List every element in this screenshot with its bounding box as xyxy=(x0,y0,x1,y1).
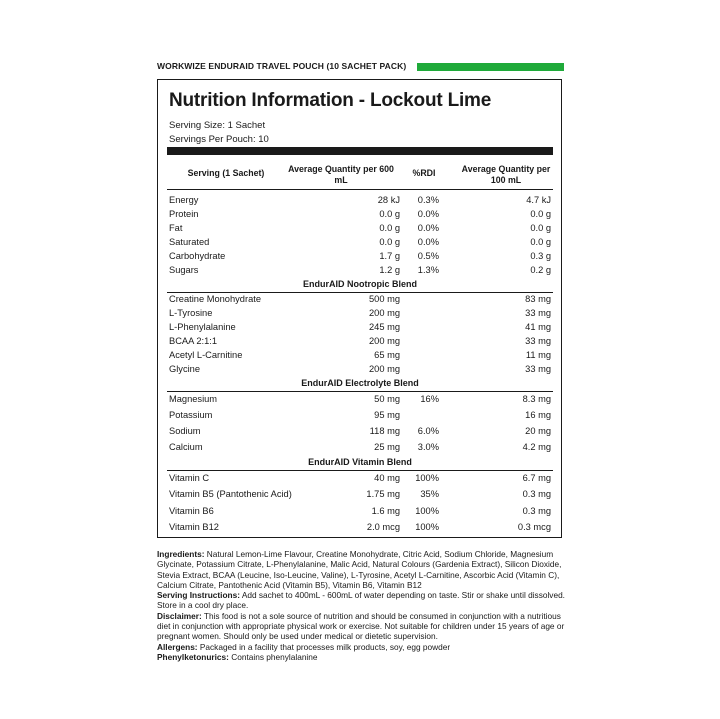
table-row xyxy=(169,265,551,279)
rdi-percent: 35% xyxy=(420,489,439,500)
section-title: EndurAID Vitamin Blend xyxy=(308,457,412,467)
ingredients-text xyxy=(157,549,567,590)
divider xyxy=(167,292,553,293)
rdi-percent: 3.0% xyxy=(417,442,439,452)
table-row xyxy=(169,251,551,265)
quantity-100ml: 20 mg xyxy=(525,426,551,436)
ingredients-value: Natural Lemon-Lime Flavour, Creatine Monohydrate, Citric Acid, Sodium Chloride, Magnesium Glycinate, Potassium Citrate, L-Phenylalanine, Malic Acid, Natural Colours (Gardenia Extract), Silicon Dioxide, Stevia Extract, BCAA (Leucine, Iso-Leucine, Valine), L-Tyrosine, Acetyl L-Carnitine, Ascorbic Acid (Vitamin C), Calcium Citrate, Pantothenic Acid (Vitamin B5), Vitamin B6, Vitamin B12 xyxy=(157,549,562,590)
accent-bar xyxy=(417,63,564,71)
quantity-100ml: 41 mg xyxy=(525,322,551,332)
phenylketonurics-label: Phenylketonurics: xyxy=(157,651,229,662)
divider xyxy=(167,189,553,190)
table-row xyxy=(169,223,551,237)
quantity-600ml: 200 mg xyxy=(368,336,400,346)
nutrient-name: L-Phenylalanine xyxy=(169,322,236,332)
quantity-100ml: 11 mg xyxy=(525,350,551,360)
nutrient-name: Sodium xyxy=(169,426,201,436)
divider xyxy=(167,391,553,392)
table-row xyxy=(169,350,551,364)
nutrient-name: Sugars xyxy=(169,265,199,275)
quantity-100ml: 16 mg xyxy=(525,410,551,420)
quantity-600ml: 0.0 g xyxy=(379,237,400,247)
rdi-percent: 1.3% xyxy=(417,265,439,275)
quantity-100ml: 0.0 g xyxy=(530,209,551,219)
rdi-percent: 100% xyxy=(415,521,439,532)
table-row xyxy=(169,410,551,424)
table-row xyxy=(169,442,551,456)
servings-per-pouch: Servings Per Pouch: 10 xyxy=(169,134,269,145)
quantity-600ml: 118 mg xyxy=(369,426,400,436)
table-row xyxy=(169,473,551,487)
table-row xyxy=(169,364,551,378)
nutrient-name: Energy xyxy=(169,195,199,205)
disclaimer-label: Disclaimer: xyxy=(157,610,202,621)
table-row xyxy=(169,237,551,251)
quantity-100ml: 0.3 mg xyxy=(522,505,551,516)
quantity-100ml: 0.3 g xyxy=(530,251,551,261)
quantity-600ml: 245 mg xyxy=(368,322,400,332)
table-row xyxy=(169,506,551,520)
section-title: EndurAID Nootropic Blend xyxy=(303,279,417,289)
nutrient-name: Creatine Monohydrate xyxy=(169,294,261,304)
serving-instructions-label: Serving Instructions: xyxy=(157,590,240,601)
header-avg-600: Average Quantity per 600 mL xyxy=(288,164,394,185)
nutrient-name: Saturated xyxy=(169,237,210,247)
nutrient-name: Vitamin B5 (Pantothenic Acid) xyxy=(169,489,292,500)
serving-instructions-value: Add sachet to 400mL - 600mL of water depending on taste. Stir or shake until dissolved. Store in a cool dry place. xyxy=(157,590,565,611)
table-row xyxy=(169,489,551,503)
quantity-600ml: 0.0 g xyxy=(379,209,400,219)
quantity-100ml: 0.3 mg xyxy=(522,489,551,500)
quantity-100ml: 0.2 g xyxy=(530,265,551,275)
rdi-percent: 0.5% xyxy=(417,251,439,261)
disclaimer-value: This food is not a sole source of nutrition and should be consumed in conjunction with a nutritious diet in conjunction with appropriate physical work or exercise. Not suitable for children under 15 years of age or pregnant women. Should only be used under medical or dietetic supervision. xyxy=(157,610,565,642)
quantity-600ml: 1.75 mg xyxy=(366,489,400,500)
rdi-percent: 6.0% xyxy=(417,426,439,436)
nutrient-name: Calcium xyxy=(169,442,203,452)
rdi-percent: 100% xyxy=(415,473,439,483)
nutrient-name: Glycine xyxy=(169,364,201,374)
serving-instructions-text xyxy=(157,590,567,611)
allergens-value: Packaged in a facility that processes milk products, soy, egg powder xyxy=(197,641,451,652)
thick-divider xyxy=(167,147,553,155)
phenylketonurics-text xyxy=(157,652,567,662)
rdi-percent: 0.3% xyxy=(417,195,439,205)
header-serving: Serving (1 Sachet) xyxy=(187,168,265,178)
nutrient-name: Protein xyxy=(169,209,199,219)
nutrient-name: Acetyl L-Carnitine xyxy=(169,350,243,360)
nutrient-name: L-Tyrosine xyxy=(169,308,213,318)
quantity-100ml: 0.0 g xyxy=(530,237,551,247)
quantity-100ml: 33 mg xyxy=(525,308,551,318)
quantity-100ml: 83 mg xyxy=(525,294,551,304)
quantity-600ml: 1.6 mg xyxy=(371,505,400,516)
table-row xyxy=(169,294,551,308)
quantity-600ml: 2.0 mcg xyxy=(366,521,400,532)
quantity-100ml: 0.0 g xyxy=(530,223,551,233)
quantity-100ml: 8.3 mg xyxy=(522,394,551,404)
table-row xyxy=(169,336,551,350)
disclaimer-text xyxy=(157,611,567,642)
quantity-600ml: 0.0 g xyxy=(379,223,400,233)
divider xyxy=(167,470,553,471)
quantity-600ml: 200 mg xyxy=(368,308,400,318)
nutrient-name: Magnesium xyxy=(169,394,218,404)
section-title: EndurAID Electrolyte Blend xyxy=(301,378,419,388)
phenylketonurics-value: Contains phenylalanine xyxy=(228,651,318,662)
quantity-600ml: 200 mg xyxy=(368,364,400,374)
quantity-100ml: 0.3 mcg xyxy=(517,521,551,532)
quantity-600ml: 65 mg xyxy=(374,350,400,360)
nutrient-name: Carbohydrate xyxy=(169,251,226,261)
nutrient-name: Potassium xyxy=(169,410,213,420)
panel-title: Nutrition Information - Lockout Lime xyxy=(169,90,492,111)
rdi-percent: 0.0% xyxy=(417,237,439,247)
quantity-600ml: 1.7 g xyxy=(379,251,400,261)
allergens-label: Allergens: xyxy=(157,641,198,652)
quantity-600ml: 95 mg xyxy=(374,410,400,420)
quantity-600ml: 50 mg xyxy=(374,394,400,404)
header-rdi: %RDI xyxy=(412,168,436,178)
nutrient-name: Vitamin B6 xyxy=(169,505,214,516)
quantity-100ml: 33 mg xyxy=(525,336,551,346)
quantity-600ml: 500 mg xyxy=(368,294,400,304)
quantity-100ml: 4.2 mg xyxy=(522,442,551,452)
nutrition-panel xyxy=(157,79,562,538)
table-row xyxy=(169,308,551,322)
table-row xyxy=(169,209,551,223)
nutrient-name: Fat xyxy=(169,223,183,233)
quantity-100ml: 4.7 kJ xyxy=(526,195,551,205)
rdi-percent: 16% xyxy=(420,394,439,404)
quantity-600ml: 28 kJ xyxy=(377,195,400,205)
table-row xyxy=(169,322,551,336)
allergens-text xyxy=(157,642,567,652)
quantity-100ml: 33 mg xyxy=(525,364,551,374)
pack-title: WORKWIZE ENDURAID TRAVEL POUCH (10 SACHET PACK) xyxy=(157,61,412,71)
label-notes xyxy=(157,549,567,662)
table-row xyxy=(169,394,551,408)
rdi-percent: 0.0% xyxy=(417,223,439,233)
ingredients-label: Ingredients: xyxy=(157,549,205,559)
serving-size: Serving Size: 1 Sachet xyxy=(169,120,266,131)
quantity-600ml: 1.2 g xyxy=(379,265,400,275)
rdi-percent: 0.0% xyxy=(417,209,439,219)
nutrient-name: Vitamin C xyxy=(169,473,210,483)
quantity-100ml: 6.7 mg xyxy=(522,473,551,483)
table-row xyxy=(169,195,551,209)
header-avg-100: Average Quantity per 100 mL xyxy=(461,164,551,185)
quantity-600ml: 40 mg xyxy=(374,473,400,483)
nutrient-name: BCAA 2:1:1 xyxy=(169,336,218,346)
nutrient-name: Vitamin B12 xyxy=(169,521,219,532)
table-row xyxy=(169,426,551,440)
rdi-percent: 100% xyxy=(415,505,439,516)
table-row xyxy=(169,522,551,536)
quantity-600ml: 25 mg xyxy=(374,442,400,452)
